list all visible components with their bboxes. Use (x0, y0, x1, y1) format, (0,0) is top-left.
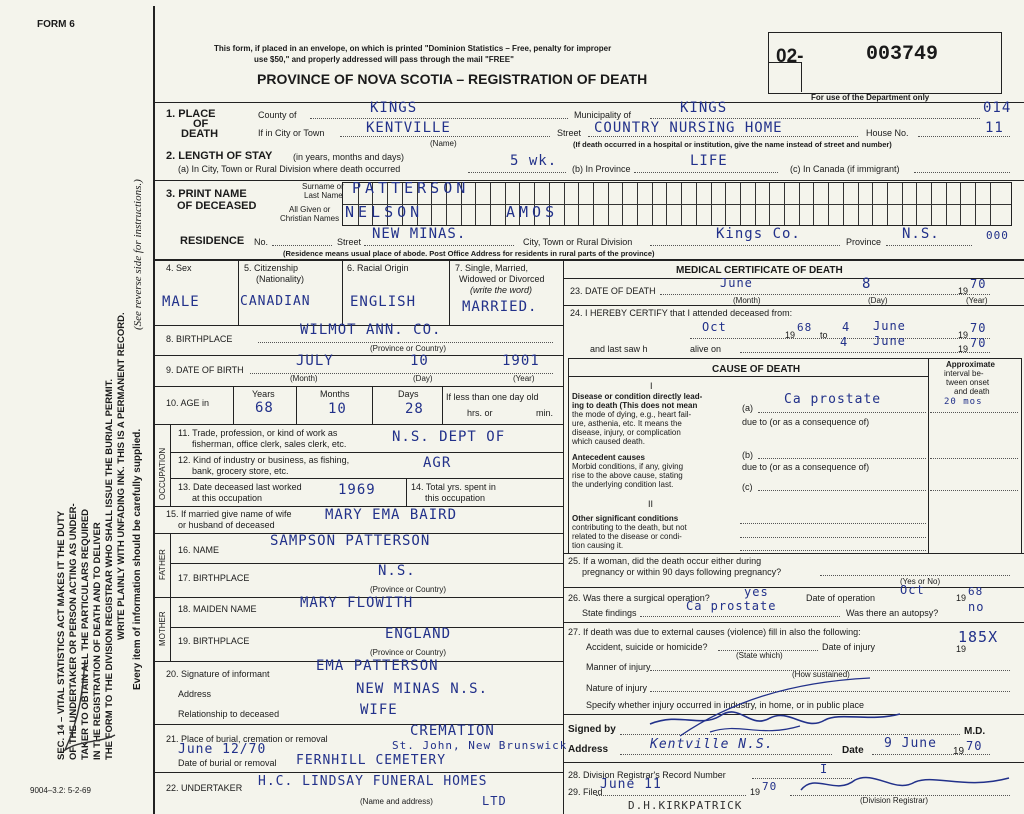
form-print-code: 9004–3.2: 5-2-69 (30, 786, 91, 795)
print-name-label: 3. PRINT NAME (166, 188, 247, 200)
mail-notice-2: use $50," and properly addressed will pass through the mail "FREE" (254, 55, 514, 64)
residence-city: Kings Co. (716, 226, 801, 242)
death-day: 8 (862, 276, 872, 292)
father-birthplace-value: N.S. (378, 563, 416, 579)
attended-from-year: 68 (797, 321, 813, 334)
father-name-value: SAMPSON PATTERSON (270, 533, 431, 549)
relationship-value: WIFE (360, 702, 398, 718)
informant-address-value: NEW MINAS N.S. (356, 681, 489, 697)
physician-address: Kentville N.S. (650, 737, 774, 752)
birthplace-value: WILMOT ANN. CO. (300, 322, 442, 338)
side-instruction-line1: SEC. 14 – VITAL STATISTICS ACT MAKES IT THE DUTY (56, 510, 67, 760)
burial-place-2: St. John, New Brunswick (392, 739, 568, 752)
house-label: House No. (866, 128, 909, 138)
age-months: 10 (328, 401, 347, 417)
residence-label: RESIDENCE (180, 235, 245, 247)
length-of-stay-label: 2. LENGTH OF STAY (166, 150, 273, 162)
place-of-death-label: 1. PLACE (166, 108, 216, 120)
attended-to-year: 70 (970, 321, 987, 335)
autopsy-value: no (968, 600, 985, 614)
burial-method-value: CREMATION (410, 723, 495, 739)
name-grid-row-line (343, 204, 1011, 205)
physician-sign-year: 70 (966, 739, 983, 753)
burial-place-value: FERNHILL CEMETERY (296, 753, 447, 768)
city-value: KENTVILLE (366, 120, 451, 136)
registrar-stamp: D.H.KIRKPATRICK (628, 799, 743, 812)
county-label: County of (258, 110, 297, 120)
side-instruction-line4: IN THE REGISTRATION OF DEATH AND TO DELIVER (92, 522, 103, 760)
marital-status-value: MARRIED. (462, 299, 538, 315)
dept-use-note: For use of the Department only (811, 93, 930, 102)
surgery-year: 68 (968, 585, 984, 598)
father-side-label: FATHER (158, 549, 167, 580)
form-title: PROVINCE OF NOVA SCOTIA – REGISTRATION OF DEATH (257, 71, 648, 87)
racial-origin-value: ENGLISH (350, 294, 417, 310)
cause-of-death-title: CAUSE OF DEATH (712, 364, 801, 375)
filed-year: 70 (762, 780, 778, 793)
physician-sign-date: 9 June (884, 736, 937, 751)
informant-value: EMA PATTERSON (316, 658, 439, 674)
side-instruction-line3: TAKER TO OBTAIN ALL THE PARTICULARS REQUIRED (80, 508, 91, 760)
municipality-label: Municipality of (574, 110, 632, 120)
form-number: FORM 6 (37, 19, 75, 30)
given-name-1: NELSON (345, 203, 424, 221)
stay-city-value: 5 wk. (510, 153, 558, 169)
street-label: Street (557, 128, 582, 138)
citizenship-value: CANADIAN (240, 294, 311, 309)
mother-birthplace-value: ENGLAND (385, 626, 452, 642)
residence-province: N.S. (902, 226, 940, 242)
last-seen-year: 70 (970, 336, 987, 350)
birth-year: 1901 (502, 353, 540, 369)
industry-value: AGR (423, 455, 452, 471)
surgery-date: Oct (900, 583, 925, 597)
registrar-record-number: I (820, 762, 829, 776)
cause-a-interval: 20 mos (944, 397, 983, 407)
spouse-name-value: MARY EMA BAIRD (325, 507, 458, 523)
surgery-value: yes (744, 585, 769, 599)
last-seen-month: June (873, 334, 906, 348)
side-instruction-line2: OF THE UNDERTAKER OR PERSON ACTING AS UNDER- (68, 503, 79, 760)
undertaker-value: H.C. LINDSAY FUNERAL HOMES (258, 774, 488, 789)
registrar-signature (795, 766, 1015, 800)
side-instruction-line5: THE FORM TO THE DIVISION REGISTRAR WHO SHALL ISSUE THE BURIAL PERMIT. (104, 378, 115, 760)
occupation-value: N.S. DEPT OF (392, 429, 506, 445)
house-value: 11 (985, 120, 1004, 136)
attended-to-day: 4 (842, 320, 851, 334)
age-days: 28 (405, 401, 424, 417)
findings-value: Ca prostate (686, 599, 777, 613)
external-cause-code: 185X (958, 628, 999, 646)
registration-number: 003749 (866, 43, 939, 66)
attended-to-month: June (873, 319, 906, 333)
side-instruction-line6: WRITE PLAINLY WITH UNFADING INK. THIS IS A PERMANENT RECORD. (116, 312, 127, 640)
last-worked-value: 1969 (338, 482, 376, 498)
registration-prefix: 02- (776, 46, 804, 67)
mother-side-label: MOTHER (158, 611, 167, 646)
birth-day: 10 (410, 353, 429, 369)
residence-street: NEW MINAS. (372, 226, 467, 242)
filed-date: June 11 (600, 777, 662, 792)
death-month: June (720, 276, 753, 290)
cause-a-value: Ca prostate (784, 392, 882, 407)
municipality-code: 014 (983, 100, 1012, 116)
birth-month: JULY (296, 353, 334, 369)
medical-certificate-title: MEDICAL CERTIFICATE OF DEATH (676, 265, 843, 276)
last-seen-day: 4 (840, 335, 849, 349)
age-years: 68 (255, 400, 274, 416)
mother-name-value: MARY FLOWITH (300, 595, 414, 611)
death-year: 70 (970, 277, 987, 291)
mail-notice-1: This form, if placed in an envelope, on which is printed "Dominion Statistics – Free, penalty for improper (214, 44, 612, 53)
side-instruction-line8: (See reverse side for instructions.) (132, 179, 144, 330)
street-value: COUNTRY NURSING HOME (594, 120, 783, 136)
occupation-side-label: OCCUPATION (158, 447, 167, 500)
stay-province-value: LIFE (690, 153, 728, 169)
physician-signature (640, 672, 910, 744)
city-label: If in City or Town (258, 128, 325, 138)
municipality-value: KINGS (680, 100, 728, 116)
attended-from-month: Oct (702, 320, 727, 334)
given-name-2: AMOS (506, 203, 559, 221)
surname-value: PATTERSON (352, 179, 470, 197)
burial-date-value: June 12/70 (178, 742, 267, 757)
undertaker-value-2: LTD (482, 794, 507, 808)
margin-scribble (55, 655, 125, 765)
county-value: KINGS (370, 100, 418, 116)
sex-value: MALE (162, 294, 200, 310)
side-instruction-line7: Every item of information should be carefully supplied. (132, 428, 143, 690)
residence-code: 000 (986, 229, 1009, 242)
